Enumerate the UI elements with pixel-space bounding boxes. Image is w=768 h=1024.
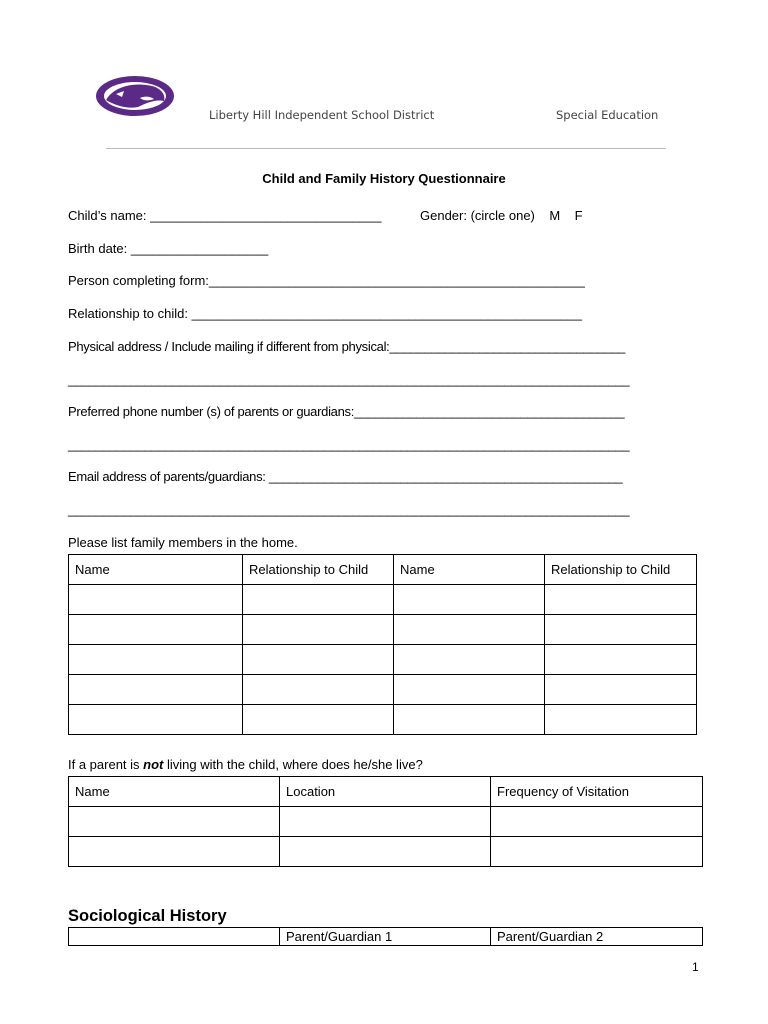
phone-field[interactable]: Preferred phone number (s) of parents or guardians:_______________________________________ [68, 404, 625, 419]
header-location: Location [280, 777, 491, 807]
district-name: Liberty Hill Independent School District [209, 108, 435, 122]
table-header-row [69, 777, 703, 807]
table-cell[interactable] [69, 585, 243, 615]
family-prompt: Please list family members in the home. [68, 535, 298, 550]
prompt-emphasis: not [143, 757, 164, 772]
table-header-row [69, 928, 703, 946]
table-row [69, 837, 703, 867]
header-parent-1: Parent/Guardian 1 [280, 928, 491, 946]
email-field[interactable]: Email address of parents/guardians: ___________________________________________________ [68, 469, 623, 484]
table-cell[interactable] [243, 615, 394, 645]
table-cell[interactable] [545, 705, 697, 735]
table-cell[interactable] [394, 705, 545, 735]
table-cell[interactable] [243, 675, 394, 705]
table-cell[interactable] [545, 585, 697, 615]
table-cell[interactable] [69, 837, 280, 867]
table-cell[interactable] [394, 675, 545, 705]
table-header-row [69, 555, 697, 585]
address-field[interactable]: Physical address / Include mailing if different from physical:__________________________________ [68, 339, 626, 354]
table-row [69, 705, 697, 735]
table-cell[interactable] [545, 615, 697, 645]
table-cell[interactable] [394, 615, 545, 645]
table-cell[interactable] [545, 675, 697, 705]
table-cell[interactable] [394, 645, 545, 675]
table-cell[interactable] [243, 705, 394, 735]
table-cell[interactable] [491, 837, 703, 867]
header-parent-2: Parent/Guardian 2 [491, 928, 703, 946]
relationship-field[interactable]: Relationship to child: ______________________________________________________ [68, 306, 582, 321]
department-name: Special Education [556, 108, 659, 122]
table-cell[interactable] [280, 837, 491, 867]
table-cell[interactable] [545, 645, 697, 675]
sociological-history-heading: Sociological History [68, 907, 227, 925]
district-logo [94, 74, 178, 120]
header-relationship: Relationship to Child [545, 555, 697, 585]
sociological-table [68, 927, 703, 946]
header-divider [106, 148, 666, 149]
table-cell[interactable] [69, 645, 243, 675]
prompt-before: If a parent is [68, 757, 144, 772]
table-cell[interactable] [69, 615, 243, 645]
table-cell[interactable] [243, 645, 394, 675]
table-cell[interactable] [280, 807, 491, 837]
table-row [69, 585, 697, 615]
table-cell[interactable] [243, 585, 394, 615]
gender-field[interactable]: Gender: (circle one) M F [420, 208, 583, 223]
header-frequency: Frequency of Visitation [491, 777, 703, 807]
page-number: 1 [692, 960, 699, 974]
header-name: Name [69, 555, 243, 585]
form-title: Child and Family History Questionnaire [262, 171, 506, 186]
table-row [69, 675, 697, 705]
table-row [69, 807, 703, 837]
table-row [69, 615, 697, 645]
table-row [69, 645, 697, 675]
prompt-after: living with the child, where does he/she live? [163, 757, 423, 772]
table-cell[interactable] [491, 807, 703, 837]
parent-away-table [68, 776, 703, 867]
header-blank [69, 928, 280, 946]
panther-logo-icon [94, 74, 178, 120]
header-name: Name [69, 777, 280, 807]
table-cell[interactable] [69, 705, 243, 735]
person-completing-field[interactable]: Person completing form:____________________________________________________ [68, 273, 585, 288]
table-cell[interactable] [394, 585, 545, 615]
table-cell[interactable] [69, 675, 243, 705]
email-field-line2[interactable]: _________________________________________________________________________________ [68, 502, 630, 517]
parent-away-prompt [68, 757, 423, 772]
table-cell[interactable] [69, 807, 280, 837]
family-members-table [68, 554, 697, 735]
header-name: Name [394, 555, 545, 585]
phone-field-line2[interactable]: _________________________________________________________________________________ [68, 437, 630, 452]
address-field-line2[interactable]: _________________________________________________________________________________ [68, 372, 630, 387]
childs-name-field[interactable]: Child’s name: ________________________________ [68, 208, 382, 223]
header-relationship: Relationship to Child [243, 555, 394, 585]
birth-date-field[interactable]: Birth date: ___________________ [68, 241, 269, 256]
